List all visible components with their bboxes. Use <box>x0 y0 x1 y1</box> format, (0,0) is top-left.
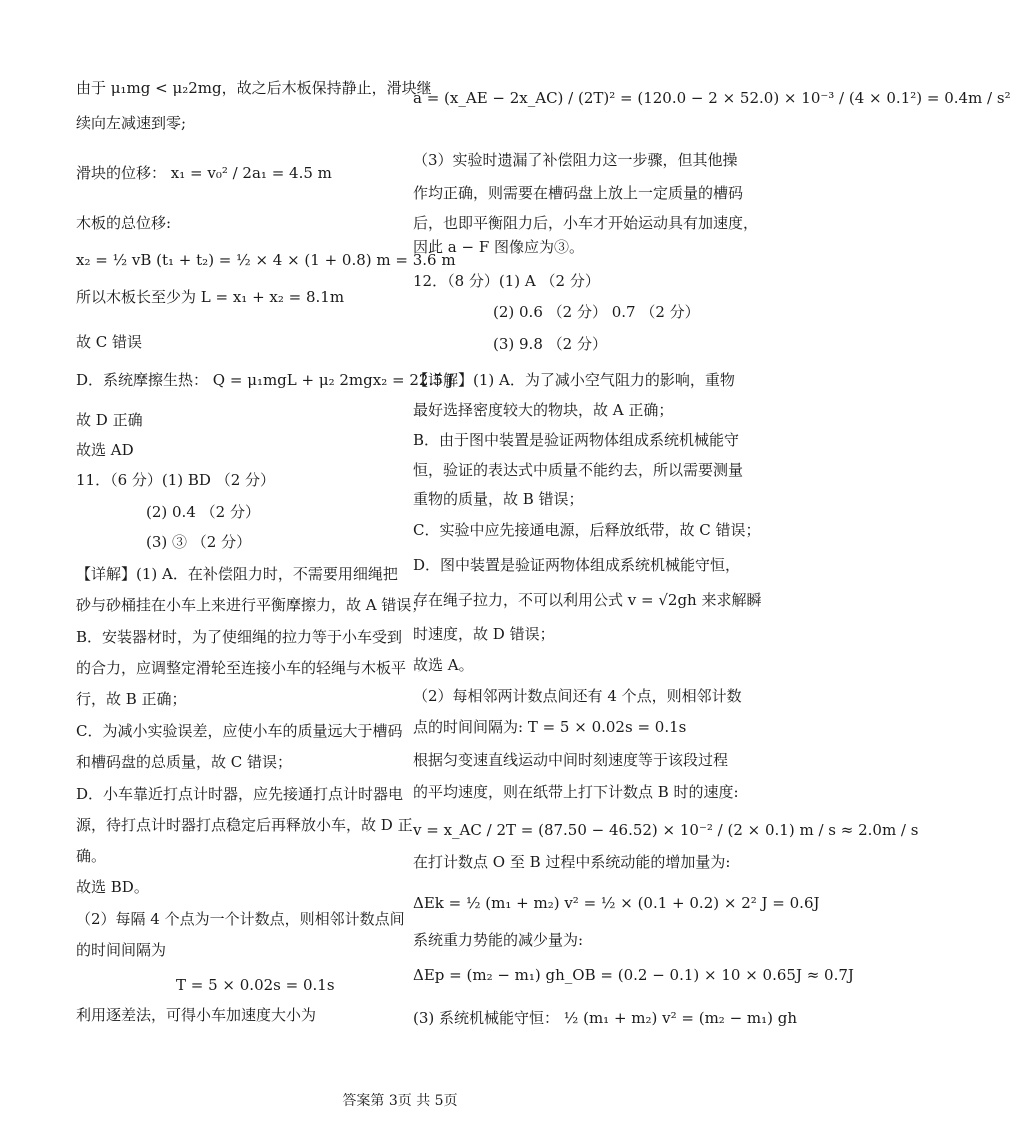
right-text-line: C．实验中应先接通电源，后释放纸带，故 C 错误； <box>413 521 761 539</box>
left-text-line: 的时间间隔为 <box>76 941 167 959</box>
right-text-line: ΔEp = (m₂ − m₁) gh_OB = (0.2 − 0.1) × 10 × 0.65J ≈ 0.7J <box>413 966 854 984</box>
right-text-line: B．由于图中装置是验证两物体组成系统机械能守 <box>413 431 740 449</box>
left-text-line: 利用逐差法，可得小车加速度大小为 <box>76 1006 317 1024</box>
left-text-line: 故选 BD。 <box>76 878 149 896</box>
left-text-line: 所以木板长至少为 L = x₁ + x₂ = 8.1m <box>76 288 345 306</box>
left-text-line: D．系统摩擦生热： Q = μ₁mgL + μ₂ 2mgx₂ = 22.5 J <box>76 371 454 389</box>
left-text-line: 砂与砂桶挂在小车上来进行平衡摩擦力，故 A 错误； <box>76 596 427 614</box>
left-text-line: 木板的总位移: <box>76 214 172 232</box>
left-text-line: (2) 0.4 （2 分） <box>146 503 260 521</box>
left-text-line: D．小车靠近打点计时器，应先接通打点计时器电 <box>76 785 404 803</box>
right-text-line: （2）每相邻两计数点间还有 4 个点，则相邻计数 <box>413 687 742 705</box>
left-text-line: C．为减小实验误差，应使小车的质量远大于槽码 <box>76 722 403 740</box>
right-text-line: 根据匀变速直线运动中间时刻速度等于该段过程 <box>413 751 729 769</box>
left-text-line: 行，故 B 正确； <box>76 690 187 708</box>
right-text-line: 故选 A。 <box>413 656 474 674</box>
right-text-line: 重物的质量，故 B 错误； <box>413 490 584 508</box>
left-text-line: 11．（6 分）(1) BD （2 分） <box>76 471 276 489</box>
left-text-line: 续向左减速到零; <box>76 114 187 132</box>
right-text-line: 作均正确，则需要在槽码盘上放上一定质量的槽码 <box>413 184 744 202</box>
left-text-line: 和槽码盘的总质量，故 C 错误； <box>76 753 293 771</box>
left-text-line: T = 5 × 0.02s = 0.1s <box>176 976 335 994</box>
right-text-line: ΔEk = ½ (m₁ + m₂) v² = ½ × (0.1 + 0.2) × 2² J = 0.6J <box>413 894 820 912</box>
right-text-line: v = x_AC / 2T = (87.50 − 46.52) × 10⁻² / (2 × 0.1) m / s ≈ 2.0m / s <box>413 821 919 839</box>
right-text-line: 恒，验证的表达式中质量不能约去，所以需要测量 <box>413 461 744 479</box>
right-text-line: (3) 9.8 （2 分） <box>493 335 607 353</box>
right-text-line: 时速度，故 D 错误； <box>413 625 555 643</box>
right-text-line: 点的时间间隔为: T = 5 × 0.02s = 0.1s <box>413 718 687 736</box>
right-text-line: (2) 0.6 （2 分） 0.7 （2 分） <box>493 303 700 321</box>
left-text-line: 由于 μ₁mg < μ₂2mg，故之后木板保持静止，滑块继 <box>76 79 432 97</box>
left-text-line: （2）每隔 4 个点为一个计数点，则相邻计数点间 <box>76 910 405 928</box>
right-text-line: 系统重力势能的减少量为: <box>413 931 584 949</box>
left-text-line: 故 C 错误 <box>76 333 143 351</box>
left-text-line: 滑块的位移： x₁ = v₀² / 2a₁ = 4.5 m <box>76 164 332 182</box>
right-text-line: 12．（8 分）(1) A （2 分） <box>413 272 600 290</box>
left-text-line: 的合力，应调整定滑轮至连接小车的轻绳与木板平 <box>76 659 407 677</box>
left-text-line: 【详解】(1) A．在补偿阻力时，不需要用细绳把 <box>76 565 398 583</box>
left-text-line: (3) ③ （2 分） <box>146 533 252 551</box>
left-text-line: x₂ = ½ vB (t₁ + t₂) = ½ × 4 × (1 + 0.8) m = 3.6 m <box>76 251 456 269</box>
right-text-line: a = (x_AE − 2x_AC) / (2T)² = (120.0 − 2 × 52.0) × 10⁻³ / (4 × 0.1²) = 0.4m / s² <box>413 89 1011 107</box>
right-text-line: D．图中装置是验证两物体组成系统机械能守恒， <box>413 556 741 574</box>
right-text-line: 【详解】(1) A．为了减小空气阻力的影响，重物 <box>413 371 735 389</box>
left-text-line: B．安装器材时，为了使细绳的拉力等于小车受到 <box>76 628 403 646</box>
right-text-line: 最好选择密度较大的物块，故 A 正确； <box>413 401 674 419</box>
right-text-line: 在打计数点 O 至 B 过程中系统动能的增加量为: <box>413 853 731 871</box>
left-text-line: 源，待打点计时器打点稳定后再释放小车，故 D 正 <box>76 816 413 834</box>
right-text-line: （3）实验时遗漏了补偿阻力这一步骤，但其他操 <box>413 151 738 169</box>
left-text-line: 故选 AD <box>76 441 134 459</box>
right-text-line: 后，也即平衡阻力后，小车才开始运动具有加速度， <box>413 214 759 232</box>
page-footer: 答案第 3页 共 5页 <box>342 1093 458 1109</box>
right-text-line: 存在绳子拉力，不可以利用公式 v = √2gh 来求解瞬 <box>413 591 762 609</box>
right-text-line: 因此 a − F 图像应为③。 <box>413 238 584 256</box>
right-text-line: (3) 系统机械能守恒： ½ (m₁ + m₂) v² = (m₂ − m₁) gh <box>413 1009 798 1027</box>
right-text-line: 的平均速度，则在纸带上打下计数点 B 时的速度: <box>413 783 739 801</box>
left-text-line: 故 D 正确 <box>76 411 143 429</box>
left-text-line: 确。 <box>76 847 107 865</box>
